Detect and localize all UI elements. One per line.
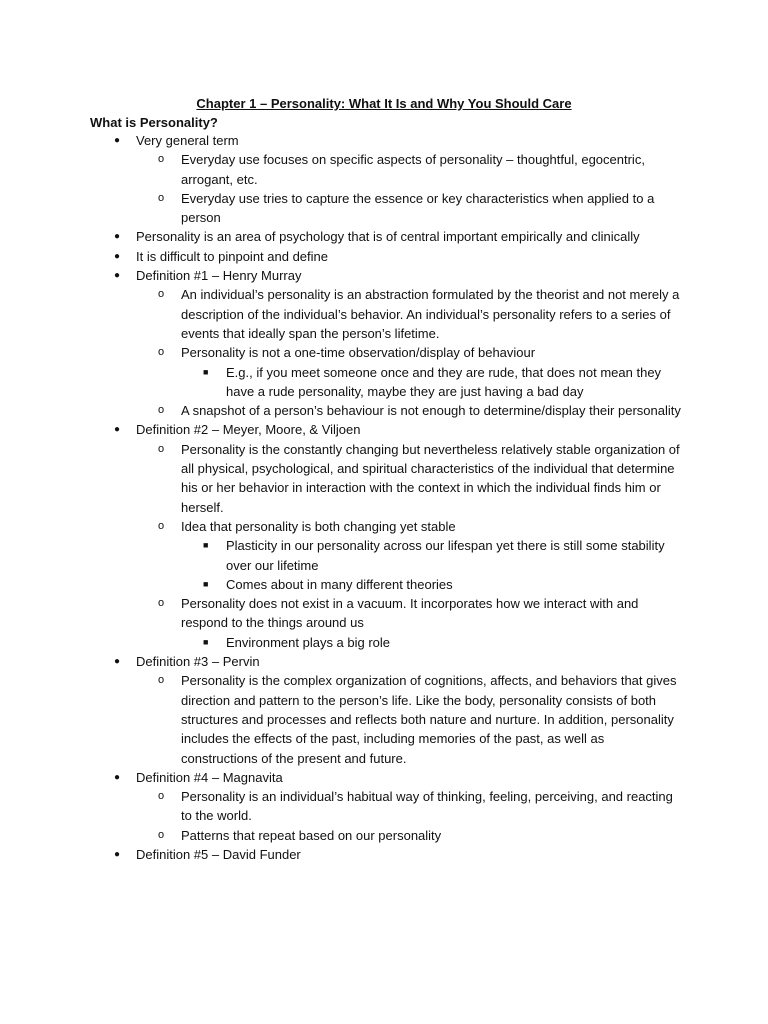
bullet-dot-icon: ● (114, 250, 121, 262)
bullet-dot-icon: ● (114, 270, 121, 282)
bullet-circle-icon: o (158, 153, 165, 166)
bullet-square-icon: ■ (203, 366, 209, 377)
bullet-circle-icon: o (158, 191, 165, 204)
list-item: ■ Comes about in many different theories (0, 575, 666, 594)
list-item: o Personality is not a one-time observation/display of behaviour (0, 343, 681, 362)
list-item: o Personality is an individual’s habitual way of thinking, feeling, perceiving, and reacting to the world. (158, 789, 673, 824)
bullet-circle-icon: o (158, 597, 165, 610)
list-item: o Everyday use tries to capture the essence or key characteristics when applied to a person (158, 190, 655, 226)
bullet-circle-icon: o (158, 519, 165, 532)
list-item: ● Personality is an area of psychology that is of central important empirically and clinically (0, 227, 676, 246)
bullet-dot-icon: ● (114, 656, 121, 668)
list-item: ● Definition #3 – Pervin (0, 652, 676, 671)
bullet-circle-icon: o (158, 288, 165, 301)
bullet-circle-icon: o (158, 346, 165, 359)
list-item: ● Very general term (0, 131, 676, 150)
list-item: ■ Environment plays a big role (0, 633, 666, 652)
bullet-circle-icon: o (158, 442, 165, 455)
list-item: o Idea that personality is both changing yet stable (0, 517, 681, 536)
list-item: o Everyday use focuses on specific aspects of personality – thoughtful, egocentric, arrogant, etc. (158, 152, 645, 187)
list-item: o Personality is the complex organization of cognitions, affects, and behaviors that gives direction and pattern to the person’s life. Like the body, personality consists of both structures and processes and reflects both nature and nurture. In addition, personality includes the effects of the past, including memories of the past, as well as constructions of the present and future. (158, 673, 677, 766)
bullet-circle-icon: o (158, 828, 165, 841)
list-item: o Patterns that repeat based on our personality (0, 826, 681, 845)
bullet-circle-icon: o (158, 790, 165, 803)
bullet-dot-icon: ● (114, 848, 121, 860)
list-item: ● Definition #1 – Henry Murray (0, 266, 676, 285)
list-item: o An individual’s personality is an abstraction formulated by the theorist and not merely a description of the individual’s behavior. An individual’s personality refers to a series of events that ideally span the person’s lifetime. (158, 287, 680, 341)
bullet-dot-icon: ● (114, 771, 121, 783)
list-item: ● It is difficult to pinpoint and define (0, 247, 676, 266)
bullet-circle-icon: o (158, 404, 165, 417)
list-item: ■ E.g., if you meet someone once and they are rude, that does not mean they have a rude personality, maybe they are just having a bad day (203, 364, 662, 399)
list-item: o Personality does not exist in a vacuum. It incorporates how we interact with and respond to the things around us (158, 596, 639, 631)
bullet-dot-icon: ● (114, 135, 121, 146)
bullet-list (0, 131, 768, 864)
list-item: ● Definition #4 – Magnavita (0, 768, 676, 787)
bullet-square-icon: ■ (203, 578, 209, 589)
bullet-dot-icon: ● (114, 424, 121, 436)
list-item: ● Definition #5 – David Funder (0, 845, 676, 864)
list-item: ■ Plasticity in our personality across our lifespan yet there is still some stability over our lifetime (203, 538, 665, 573)
bullet-dot-icon: ● (114, 231, 121, 243)
page-title: Chapter 1 – Personality: What It Is and Why You Should Care (196, 96, 572, 111)
bullet-circle-icon: o (158, 674, 165, 687)
list-item: o Personality is the constantly changing but nevertheless relatively stable organization of all physical, psychological, and spiritual characteristics of the individual that determine his or her behavior in interaction with the context in which the individual finds him or herself. (158, 441, 680, 515)
bullet-square-icon: ■ (203, 540, 209, 551)
bullet-square-icon: ■ (203, 636, 209, 647)
list-item: o A snapshot of a person’s behaviour is not enough to determine/display their personality (0, 401, 681, 420)
list-item: ● Definition #2 – Meyer, Moore, & Viljoen (0, 420, 676, 439)
section-heading: What is Personality? (90, 115, 218, 130)
